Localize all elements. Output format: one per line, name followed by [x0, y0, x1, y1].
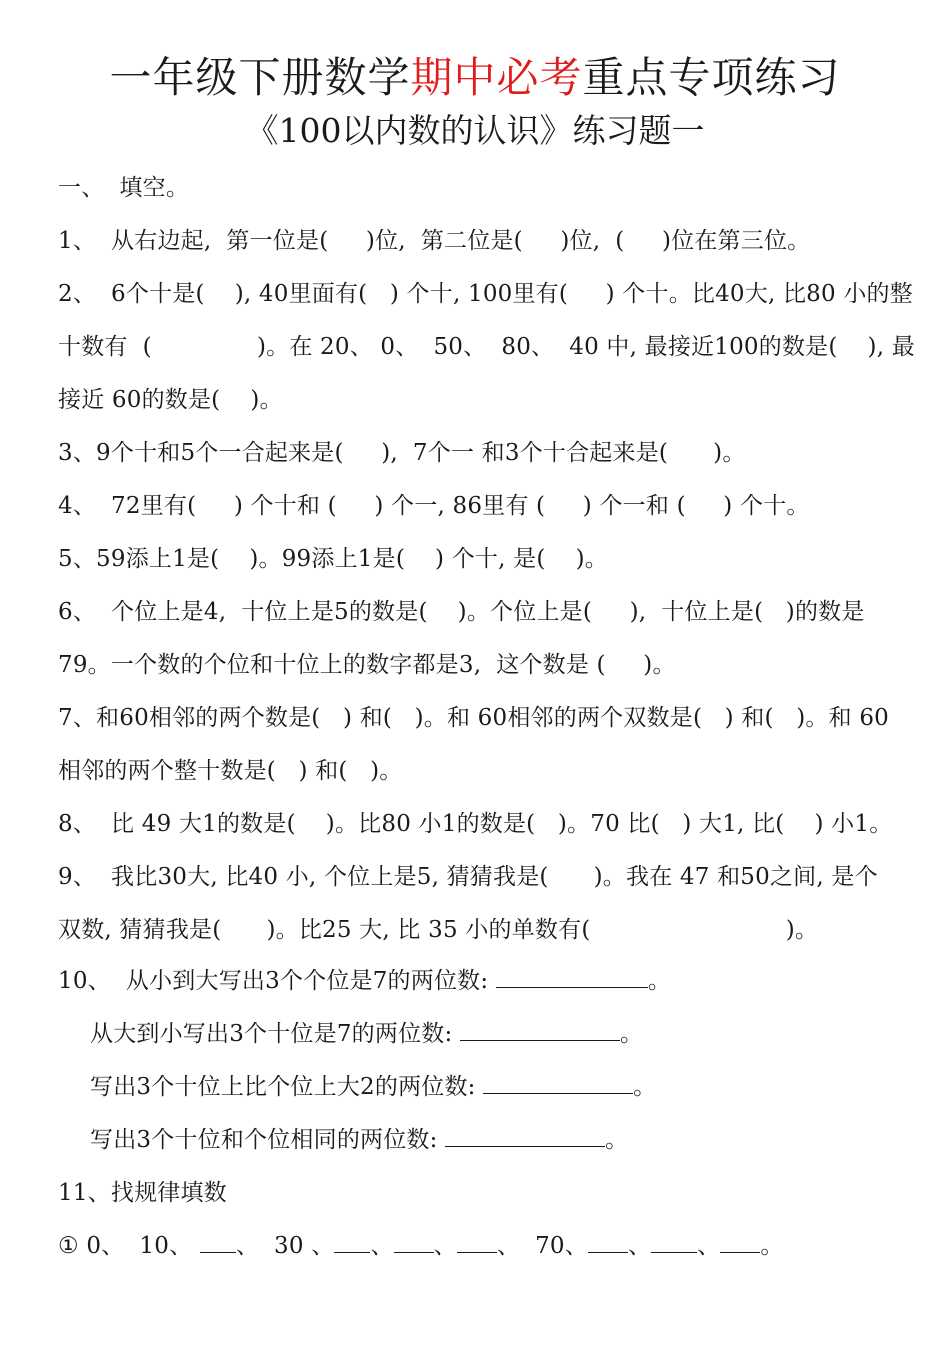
answer-blank[interactable]: [496, 965, 648, 988]
question-7-line-2: 相邻的两个整十数是( ) 和( )。: [58, 758, 403, 784]
question-10-d: [90, 1123, 628, 1157]
period: 。: [647, 968, 672, 994]
period: 。: [619, 1021, 644, 1047]
seq-item: 0、: [86, 1233, 125, 1259]
question-11-sequence: [58, 1229, 784, 1263]
section-heading: 一、 填空。: [58, 175, 190, 201]
title-highlight: 期中必考: [410, 53, 583, 102]
title-part-2: 重点专项练习: [582, 53, 841, 102]
question-1: 1、 从右边起, 第一位是( )位, 第二位是( )位, ( )位在第三位。: [58, 228, 811, 254]
question-8: 8、 比 49 大1的数是( )。比80 小1的数是( )。70 比( ) 大1, 比( ) 小1。: [58, 811, 893, 837]
question-10-a-text: 10、 从小到大写出3个个位是7的两位数:: [58, 968, 489, 994]
page-subtitle: 《100以内数的认识》练习题一: [245, 111, 705, 150]
seq-item: 、: [370, 1233, 394, 1259]
seq-item: 、: [235, 1233, 260, 1259]
question-10-a: [58, 964, 671, 998]
title-part-1: 一年级下册数学: [109, 53, 411, 102]
answer-blank[interactable]: [445, 1124, 605, 1147]
question-10-b-text: 从大到小写出3个十位是7的两位数:: [90, 1021, 453, 1047]
period: 。: [633, 1074, 657, 1100]
answer-blank[interactable]: [483, 1071, 633, 1094]
seq-item: 10、: [139, 1233, 193, 1259]
question-9-line-2: 双数, 猜猜我是( )。比25 大, 比 35 小的单数有( )。: [58, 917, 819, 943]
question-3: 3、9个十和5个一合起来是( ), 7个一 和3个十合起来是( )。: [58, 440, 746, 466]
question-9-line-1: 9、 我比30大, 比40 小, 个位上是5, 猜猜我是( )。我在 47 和50之间, 是个: [58, 864, 878, 890]
circle-number-1: ①: [58, 1233, 79, 1259]
answer-blank[interactable]: [588, 1230, 628, 1253]
question-10-d-text: 写出3个十位和个位相同的两位数:: [90, 1127, 438, 1153]
answer-blank[interactable]: [720, 1230, 760, 1253]
answer-blank[interactable]: [200, 1230, 236, 1253]
question-10-c-text: 写出3个十位上比个位上大2的两位数:: [90, 1074, 476, 1100]
seq-item: 30 、: [274, 1233, 335, 1259]
question-4: 4、 72里有( ) 个十和 ( ) 个一, 86里有 ( ) 个一和 ( ) 个十。: [58, 493, 810, 519]
answer-blank[interactable]: [334, 1230, 370, 1253]
question-2-line-2: 十数有 ( )。在 20、 0、 50、 80、 40 中, 最接近100的数是( ), 最: [58, 334, 915, 360]
question-6-line-1: 6、 个位上是4, 十位上是5的数是( )。个位上是( ), 十位上是( )的数是: [58, 599, 865, 625]
question-10-c: [90, 1070, 656, 1104]
question-6-line-2: 79。一个数的个位和十位上的数字都是3, 这个数是 ( )。: [58, 652, 676, 678]
seq-item: 、: [627, 1233, 652, 1259]
answer-blank[interactable]: [651, 1230, 697, 1253]
question-7-line-1: 7、和60相邻的两个数是( ) 和( )。和 60相邻的两个双数是( ) 和( )。和 60: [58, 705, 889, 731]
question-11-title: 11、找规律填数: [58, 1180, 227, 1206]
seq-item: 、: [697, 1233, 721, 1259]
question-5: 5、59添上1是( )。99添上1是( ) 个十, 是( )。: [58, 546, 608, 572]
answer-blank[interactable]: [457, 1230, 497, 1253]
page-title: [0, 48, 950, 108]
seq-item: 、: [433, 1233, 457, 1259]
question-2-line-3: 接近 60的数是( )。: [58, 387, 283, 413]
question-2-line-1: 2、 6个十是( ), 40里面有( ) 个十, 100里有( ) 个十。比40大, 比80 小的整: [58, 281, 913, 307]
question-10-b: [90, 1017, 643, 1051]
answer-blank[interactable]: [460, 1018, 620, 1041]
period: 。: [605, 1127, 629, 1153]
answer-blank[interactable]: [394, 1230, 434, 1253]
seq-item: 。: [760, 1233, 784, 1259]
seq-item: 、: [496, 1233, 521, 1259]
seq-item: 70、: [535, 1233, 588, 1259]
